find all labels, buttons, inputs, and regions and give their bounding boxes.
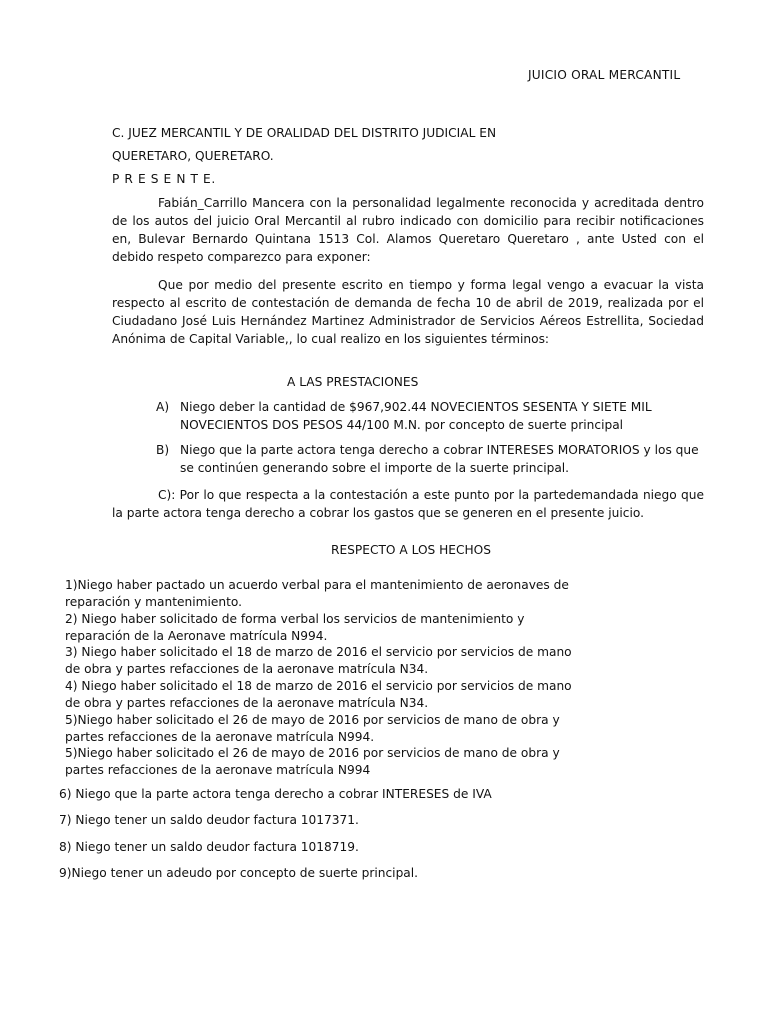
prestacion-item-a: [156, 398, 704, 434]
hechos-title: RESPECTO A LOS HECHOS: [331, 543, 492, 557]
addressee-line-2: QUERETARO, QUERETARO.: [112, 149, 274, 163]
second-paragraph: Que por medio del presente escrito en tiempo y forma legal vengo a evacuar la vista respecto al escrito de contestación de demanda de fecha 10 de abril de 2019, realizada por el Ciudadano José Luis Hernández Martinez Administrador de Servicios Aéreos Estrellita, Sociedad Anónima de Capital Variable,, lo cual realizo en los siguientes términos:: [112, 278, 704, 346]
hecho-item-5b: 5)Niego haber solicitado el 26 de mayo de 2016 por servicios de mano de obra y partes refacciones de la aeronave matrícula N994: [65, 746, 560, 777]
hecho-item-7: 7) Niego tener un saldo deudor factura 1017371.: [59, 813, 359, 827]
prestaciones-title: A LAS PRESTACIONES: [287, 375, 419, 389]
prestacion-marker-b: B): [156, 443, 170, 457]
prestacion-item-c: C): Por lo que respecta a la contestación a este punto por la partedemandada niego que la parte actora tenga derecho a cobrar los gastos que se generen en el presente juicio.: [112, 488, 704, 520]
prestacion-text-b: Niego que la parte actora tenga derecho a cobrar INTERESES MORATORIOS y los que se continúen generando sobre el importe de la suerte principal.: [180, 443, 699, 475]
hecho-item-5a: 5)Niego haber solicitado el 26 de mayo de 2016 por servicios de mano de obra y partes refacciones de la aeronave matrícula N994.: [65, 713, 560, 744]
hecho-item-9: 9)Niego tener un adeudo por concepto de suerte principal.: [59, 866, 419, 880]
hecho-item-4: 4) Niego haber solicitado el 18 de marzo de 2016 el servicio por servicios de mano de obra y partes refacciones de la aeronave matrícula N34.: [65, 679, 572, 710]
addressee-line-1: C. JUEZ MERCANTIL Y DE ORALIDAD DEL DISTRITO JUDICIAL EN: [112, 126, 497, 140]
hecho-item-6: 6) Niego que la parte actora tenga derecho a cobrar INTERESES de IVA: [59, 787, 492, 801]
hecho-item-1: 1)Niego haber pactado un acuerdo verbal para el mantenimiento de aeronaves de reparación y mantenimiento.: [65, 578, 569, 609]
hecho-item-8: 8) Niego tener un saldo deudor factura 1018719.: [59, 840, 359, 854]
intro-paragraph: Fabián_Carrillo Mancera con la personalidad legalmente reconocida y acreditada dentro de los autos del juicio Oral Mercantil al rubro indicado con domicilio para recibir notificaciones en, Bulevar Bernardo Quintana 1513 Col. Alamos Queretaro Queretaro , ante Usted con el debido respeto comparezco para exponer:: [112, 196, 704, 264]
prestacion-text-a: Niego deber la cantidad de $967,902.44 NOVECIENTOS SESENTA Y SIETE MIL NOVECIENTOS DOS PESOS 44/100 M.N. por concepto de suerte principal: [180, 400, 652, 432]
prestacion-item-b: [156, 441, 704, 477]
hecho-item-3: 3) Niego haber solicitado el 18 de marzo de 2016 el servicio por servicios de mano de obra y partes refacciones de la aeronave matrícula N34.: [65, 645, 572, 676]
addressee-line-3: P R E S E N T E.: [112, 172, 216, 186]
case-type-heading: JUICIO ORAL MERCANTIL: [528, 68, 681, 82]
prestacion-marker-a: A): [156, 400, 170, 414]
hecho-item-2: 2) Niego haber solicitado de forma verbal los servicios de mantenimiento y reparación de la Aeronave matrícula N994.: [65, 612, 525, 643]
